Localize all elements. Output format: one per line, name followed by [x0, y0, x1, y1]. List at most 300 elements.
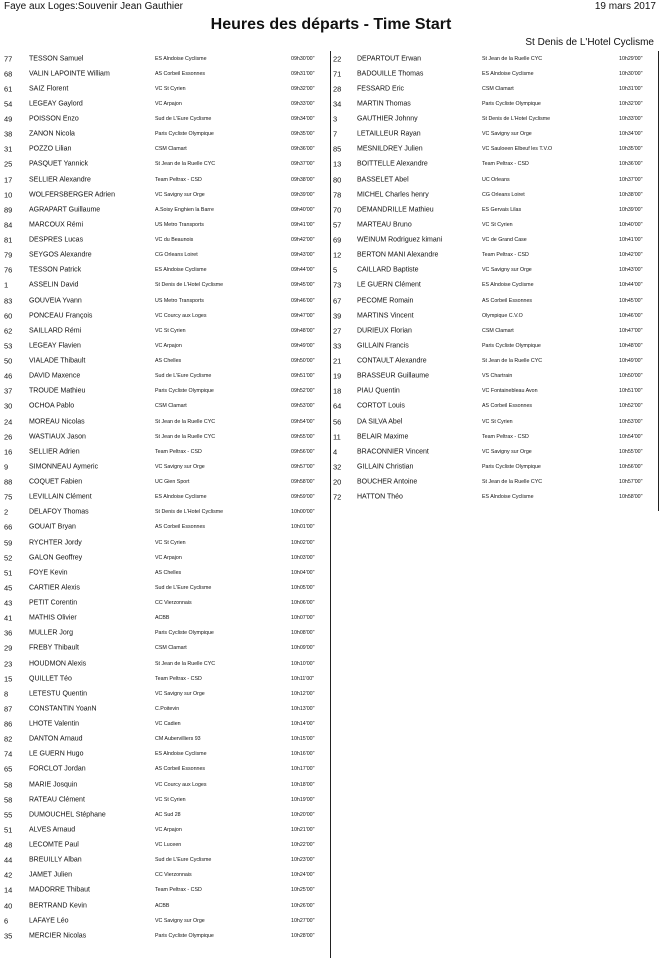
- rider-number: 26: [4, 432, 13, 442]
- rider-name: LEVILLAIN Clément: [29, 493, 92, 501]
- rider-number: 66: [4, 522, 13, 532]
- rider-club: St Jean de la Ruelle CYC: [155, 418, 216, 425]
- rider-name: LECOMTE Paul: [29, 841, 79, 849]
- start-time: 10h42'00": [619, 252, 643, 259]
- start-list-row: [4, 777, 330, 792]
- start-time: 10h24'00": [291, 872, 315, 879]
- rider-name: BERTON MANI Alexandre: [357, 251, 439, 259]
- rider-club: VC Cadien: [155, 721, 181, 728]
- rider-club: St Denis de L'Hotel Cyclisme: [155, 282, 224, 289]
- start-list-row: [4, 157, 330, 172]
- rider-club: VC St Cyrien: [155, 539, 186, 546]
- start-list-row: [333, 202, 658, 217]
- start-list-row: [4, 202, 330, 217]
- rider-name: PIAU Quentin: [357, 387, 400, 395]
- rider-club: CSM Clamart: [155, 403, 187, 410]
- start-time: 10h27'00": [291, 917, 315, 924]
- rider-number: 27: [333, 326, 342, 336]
- rider-number: 17: [4, 175, 13, 185]
- start-list-row: [4, 142, 330, 157]
- rider-club: St Denis de L'Hotel Cyclisme: [155, 509, 224, 516]
- start-list-row: [4, 399, 330, 414]
- rider-number: 56: [333, 417, 342, 427]
- start-time: 10h09'00": [291, 645, 315, 652]
- rider-number: 87: [4, 704, 13, 714]
- rider-number: 12: [333, 250, 342, 260]
- start-time: 09h41'00": [291, 221, 315, 228]
- rider-club: ES Alndoise Cyclisme: [482, 282, 534, 289]
- rider-club: St Jean de la Ruelle CYC: [482, 479, 543, 486]
- start-time: 10h37'00": [619, 176, 643, 183]
- rider-name: BRASSEUR Guillaume: [357, 372, 429, 380]
- start-list-row: [333, 490, 658, 505]
- start-time: 10h30'00": [619, 70, 643, 77]
- start-list-row: [333, 414, 658, 429]
- rider-name: MARCOUX Rémi: [29, 221, 84, 229]
- rider-club: VC de Grand Case: [482, 237, 527, 244]
- start-time: 10h04'00": [291, 569, 315, 576]
- rider-name: JAMET Julien: [29, 871, 73, 879]
- start-time: 09h51'00": [291, 373, 315, 380]
- rider-number: 88: [4, 477, 13, 487]
- start-list-row: [4, 323, 330, 338]
- rider-name: ZANON Nicola: [29, 130, 75, 138]
- start-list-row: [333, 323, 658, 338]
- start-time: 09h55'00": [291, 433, 315, 440]
- start-time: 09h42'00": [291, 237, 315, 244]
- rider-club: VC du Beaunois: [155, 237, 194, 244]
- start-time: 09h38'00": [291, 176, 315, 183]
- start-time: 09h46'00": [291, 297, 315, 304]
- rider-club: Sud de L'Eure Cyclisme: [155, 373, 212, 380]
- start-list-row: [4, 217, 330, 232]
- rider-number: 85: [333, 144, 342, 154]
- rider-club: Sud de L'Eure Cyclisme: [155, 857, 212, 864]
- start-time: 10h12'00": [291, 690, 315, 697]
- start-list-row: [4, 550, 330, 565]
- start-list-row: [4, 838, 330, 853]
- start-list-row: [4, 883, 330, 898]
- rider-number: 37: [4, 386, 13, 396]
- rider-name: LETESTU Quentin: [29, 690, 87, 698]
- start-time: 10h34'00": [619, 131, 643, 138]
- rider-number: 67: [333, 296, 342, 306]
- start-list-row: [333, 399, 658, 414]
- rider-club: VC Savigny sur Orge: [155, 463, 205, 470]
- rider-club: Team Peltrax - CSD: [155, 675, 202, 682]
- rider-club: ES Gervais Lilas: [482, 206, 522, 213]
- rider-number: 48: [4, 840, 13, 850]
- start-list-right-column: [333, 51, 658, 505]
- rider-club: Paris Cycliste Olympique: [155, 630, 214, 637]
- start-time: 10h41'00": [619, 237, 643, 244]
- start-time: 10h48'00": [619, 342, 643, 349]
- rider-number: 7: [333, 129, 338, 139]
- start-time: 10h56'00": [619, 463, 643, 470]
- rider-club: ACBB: [155, 902, 170, 909]
- start-time: 09h39'00": [291, 191, 315, 198]
- rider-number: 89: [4, 205, 13, 215]
- rider-name: GALON Geoffrey: [29, 554, 83, 562]
- start-list-row: [333, 157, 658, 172]
- rider-club: Paris Cycliste Olympique: [482, 463, 541, 470]
- start-list-row: [4, 459, 330, 474]
- rider-name: RATEAU Clément: [29, 796, 85, 804]
- rider-name: ASSELIN David: [29, 281, 79, 289]
- start-list-row: [333, 384, 658, 399]
- start-time: 10h28'00": [291, 932, 315, 939]
- rider-number: 73: [333, 280, 342, 290]
- start-list-row: [333, 81, 658, 96]
- rider-name: RYCHTER Jordy: [29, 539, 82, 547]
- rider-club: VC St Cyrien: [155, 85, 186, 92]
- start-time: 10h16'00": [291, 751, 315, 758]
- start-list-row: [4, 248, 330, 263]
- start-time: 09h56'00": [291, 448, 315, 455]
- rider-club: ES Alndoise Cyclisme: [155, 55, 207, 62]
- start-list-row: [333, 369, 658, 384]
- start-time: 09h50'00": [291, 358, 315, 365]
- rider-name: VALIN LAPOINTE William: [29, 70, 110, 78]
- start-time: 09h45'00": [291, 282, 315, 289]
- event-date: 19 mars 2017: [594, 1, 656, 12]
- rider-number: 75: [4, 492, 13, 502]
- rider-club: VC Arpajon: [155, 826, 182, 833]
- rider-club: Team Peltrax - CSD: [482, 252, 529, 259]
- start-time: 10h51'00": [619, 388, 643, 395]
- start-time: 09h36'00": [291, 146, 315, 153]
- rider-club: US Metro Transports: [155, 221, 204, 228]
- start-list-row: [4, 535, 330, 550]
- start-list-row: [333, 217, 658, 232]
- rider-name: CONSTANTIN YoanN: [29, 705, 97, 713]
- rider-club: VC Arpajon: [155, 342, 182, 349]
- start-list-row: [4, 520, 330, 535]
- rider-club: Team Peltrax - CSD: [482, 433, 529, 440]
- rider-club: CSM Clamart: [482, 85, 514, 92]
- start-time: 09h47'00": [291, 312, 315, 319]
- start-list-row: [4, 81, 330, 96]
- start-time: 10h31'00": [619, 85, 643, 92]
- rider-club: VC Arpajon: [155, 554, 182, 561]
- start-list-row: [333, 172, 658, 187]
- rider-number: 41: [4, 613, 13, 623]
- rider-number: 38: [4, 129, 13, 139]
- rider-number: 39: [333, 311, 342, 321]
- rider-number: 36: [4, 628, 13, 638]
- start-list-row: [4, 732, 330, 747]
- rider-name: GOUVEIA Yvann: [29, 297, 82, 305]
- start-list-row: [4, 51, 330, 66]
- rider-number: 78: [333, 190, 342, 200]
- rider-name: GILLAIN Francis: [357, 342, 409, 350]
- rider-club: ES Alndoise Cyclisme: [155, 751, 207, 758]
- start-list-row: [4, 671, 330, 686]
- rider-club: CSM Clamart: [155, 146, 187, 153]
- start-list-row: [4, 66, 330, 81]
- rider-name: WEINUM Rodriguez kimani: [357, 236, 443, 244]
- rider-club: VC Arpajon: [155, 100, 182, 107]
- rider-club: Sud de L'Eure Cyclisme: [155, 116, 212, 123]
- rider-number: 24: [4, 417, 13, 427]
- start-time: 10h11'00": [291, 675, 315, 682]
- start-time: 10h35'00": [619, 146, 643, 153]
- start-time: 10h02'00": [291, 539, 315, 546]
- rider-club: CC Vierzonnais: [155, 600, 192, 607]
- rider-club: AC Sud 28: [155, 811, 181, 818]
- start-list-row: [4, 475, 330, 490]
- start-list-row: [333, 112, 658, 127]
- start-list-row: [333, 263, 658, 278]
- rider-name: AGRAPART Guillaume: [29, 206, 101, 214]
- rider-number: 59: [4, 538, 13, 548]
- rider-club: Team Peltrax - CSD: [155, 176, 202, 183]
- start-list-row: [333, 96, 658, 111]
- rider-number: 5: [333, 265, 338, 275]
- rider-name: MARTINS Vincent: [357, 312, 414, 320]
- start-list-row: [333, 338, 658, 353]
- rider-number: 49: [4, 114, 13, 124]
- start-time: 10h13'00": [291, 705, 315, 712]
- rider-name: MULLER Jorg: [29, 629, 73, 637]
- rider-number: 6: [4, 916, 9, 926]
- rider-club: AS Chelles: [155, 569, 182, 576]
- rider-club: AS Chelles: [155, 358, 182, 365]
- start-list-row: [333, 127, 658, 142]
- start-time: 10h08'00": [291, 630, 315, 637]
- rider-name: PONCEAU François: [29, 312, 93, 320]
- rider-club: CM Aubervilliers 93: [155, 736, 201, 743]
- start-time: 10h47'00": [619, 327, 643, 334]
- rider-number: 21: [333, 356, 342, 366]
- start-time: 09h57'00": [291, 463, 315, 470]
- rider-number: 82: [4, 734, 13, 744]
- start-list-row: [333, 475, 658, 490]
- rider-name: GILLAIN Christian: [357, 463, 414, 471]
- start-list-row: [4, 596, 330, 611]
- start-list-row: [4, 913, 330, 928]
- rider-number: 45: [4, 583, 13, 593]
- rider-name: HATTON Théo: [357, 493, 403, 501]
- rider-club: VC Courcy aux Loges: [155, 781, 207, 788]
- rider-number: 51: [4, 825, 13, 835]
- rider-club: Team Peltrax - CSD: [155, 448, 202, 455]
- rider-club: UC Gien Sport: [155, 479, 190, 486]
- start-time: 09h43'00": [291, 252, 315, 259]
- rider-name: DAVID Maxence: [29, 372, 81, 380]
- start-list-row: [4, 641, 330, 656]
- rider-number: 77: [4, 54, 13, 64]
- start-time: 10h44'00": [619, 282, 643, 289]
- rider-name: COQUET Fabien: [29, 478, 83, 486]
- rider-name: DELAFOY Thomas: [29, 508, 89, 516]
- start-list-row: [4, 429, 330, 444]
- rider-name: BASSELET Abel: [357, 176, 409, 184]
- start-time: 10h20'00": [291, 811, 315, 818]
- start-time: 09h30'00": [291, 55, 315, 62]
- rider-name: QUILLET Téo: [29, 675, 72, 683]
- rider-club: Paris Cycliste Olympique: [482, 100, 541, 107]
- rider-club: VC Sauloeen Elbeuf les T.V.O: [482, 146, 553, 153]
- rider-club: VC Savigny sur Orge: [482, 131, 532, 138]
- rider-name: LEGEAY Gaylord: [29, 100, 83, 108]
- rider-name: SELLIER Alexandre: [29, 176, 91, 184]
- start-time: 10h45'00": [619, 297, 643, 304]
- start-list-row: [4, 686, 330, 701]
- rider-name: SEYGOS Alexandre: [29, 251, 92, 259]
- rider-number: 15: [4, 674, 13, 684]
- column-divider-right: [658, 51, 659, 511]
- rider-name: CARTIER Alexis: [29, 584, 80, 592]
- rider-number: 11: [333, 432, 341, 442]
- start-time: 10h19'00": [291, 796, 315, 803]
- start-time: 10h29'00": [619, 55, 643, 62]
- start-list-row: [333, 51, 658, 66]
- column-divider-left: [330, 51, 331, 958]
- rider-club: VC St Cyrien: [482, 418, 513, 425]
- start-list-row: [4, 868, 330, 883]
- rider-number: 46: [4, 371, 13, 381]
- rider-name: BOUCHER Antoine: [357, 478, 418, 486]
- start-time: 09h40'00": [291, 206, 315, 213]
- rider-name: CORTOT Louis: [357, 402, 405, 410]
- start-time: 10h06'00": [291, 600, 315, 607]
- rider-name: PETIT Corentin: [29, 599, 78, 607]
- start-list-row: [4, 112, 330, 127]
- rider-number: 20: [333, 477, 342, 487]
- rider-club: St Jean de la Ruelle CYC: [155, 433, 216, 440]
- rider-name: LHOTE Valentin: [29, 720, 80, 728]
- rider-number: 86: [4, 719, 13, 729]
- rider-club: CG Orleans Loiret: [482, 191, 525, 198]
- start-time: 10h55'00": [619, 448, 643, 455]
- rider-club: AS Corbeil Essonnes: [155, 766, 206, 773]
- rider-number: 23: [4, 659, 13, 669]
- start-list-row: [4, 928, 330, 943]
- event-title: Faye aux Loges:Souvenir Jean Gauthier: [4, 1, 183, 12]
- start-time: 10h40'00": [619, 221, 643, 228]
- start-time: 10h32'00": [619, 100, 643, 107]
- rider-club: VC St Cyrien: [155, 796, 186, 803]
- rider-name: MATHIS Olivier: [29, 614, 77, 622]
- start-time: 09h59'00": [291, 494, 315, 501]
- rider-club: Paris Cycliste Olympique: [155, 932, 214, 939]
- rider-number: 22: [333, 54, 342, 64]
- start-list-row: [4, 717, 330, 732]
- rider-name: BERTRAND Kevin: [29, 902, 87, 910]
- rider-name: DA SILVA Abel: [357, 418, 403, 426]
- rider-number: 76: [4, 265, 13, 275]
- start-list-row: [4, 444, 330, 459]
- rider-club: Sud de L'Eure Cyclisme: [155, 584, 212, 591]
- page-title: Heures des départs - Time Start: [210, 16, 452, 33]
- start-time: 09h53'00": [291, 403, 315, 410]
- start-list-row: [333, 66, 658, 81]
- start-list-row: [4, 898, 330, 913]
- start-list-row: [333, 459, 658, 474]
- rider-name: ALVES Arnaud: [29, 826, 76, 834]
- start-list-row: [4, 701, 330, 716]
- rider-name: CAILLARD Baptiste: [357, 266, 419, 274]
- start-list-row: [4, 172, 330, 187]
- start-list-row: [333, 233, 658, 248]
- start-time: 09h49'00": [291, 342, 315, 349]
- start-list-row: [4, 384, 330, 399]
- rider-number: 3: [333, 114, 338, 124]
- rider-number: 60: [4, 311, 13, 321]
- rider-number: 83: [4, 296, 13, 306]
- start-list-row: [4, 263, 330, 278]
- rider-club: St Jean de la Ruelle CYC: [155, 161, 216, 168]
- start-time: 09h33'00": [291, 100, 315, 107]
- rider-number: 35: [4, 931, 13, 941]
- rider-name: MARIE Josquin: [29, 781, 78, 789]
- rider-name: PECOME Romain: [357, 297, 414, 305]
- start-list-left-column: [4, 51, 330, 943]
- start-list-row: [4, 822, 330, 837]
- start-list-row: [4, 414, 330, 429]
- rider-name: MESNILDREY Julien: [357, 145, 423, 153]
- rider-number: 18: [333, 386, 342, 396]
- rider-name: WASTIAUX Jason: [29, 433, 86, 441]
- rider-club: ES Alndoise Cyclisme: [482, 70, 534, 77]
- start-list-row: [333, 429, 658, 444]
- rider-number: 19: [333, 371, 342, 381]
- start-time: 09h35'00": [291, 131, 315, 138]
- start-list-row: [4, 807, 330, 822]
- start-time: 10h39'00": [619, 206, 643, 213]
- start-list-row: [4, 338, 330, 353]
- start-list-row: [4, 565, 330, 580]
- rider-number: 40: [4, 901, 13, 911]
- rider-number: 74: [4, 749, 13, 759]
- rider-number: 65: [4, 764, 13, 774]
- rider-number: 62: [4, 326, 13, 336]
- rider-number: 57: [333, 220, 342, 230]
- start-time: 09h48'00": [291, 327, 315, 334]
- start-time: 09h44'00": [291, 267, 315, 274]
- rider-number: 71: [333, 69, 342, 79]
- rider-number: 8: [4, 689, 9, 699]
- rider-name: DUMOUCHEL Stéphane: [29, 811, 106, 819]
- start-time: 10h53'00": [619, 418, 643, 425]
- rider-number: 1: [4, 280, 9, 290]
- start-list-row: [4, 354, 330, 369]
- start-list-row: [4, 278, 330, 293]
- start-time: 10h03'00": [291, 554, 315, 561]
- rider-club: Team Peltrax - CSD: [482, 161, 529, 168]
- start-time: 10h52'00": [619, 403, 643, 410]
- start-list-row: [333, 354, 658, 369]
- rider-number: 54: [4, 99, 13, 109]
- rider-name: TROUDE Mathieu: [29, 387, 86, 395]
- rider-name: FOYE Kevin: [29, 569, 68, 577]
- rider-name: PASQUET Yannick: [29, 160, 89, 168]
- start-list-row: [333, 293, 658, 308]
- rider-club: VC Savigny sur Orge: [155, 690, 205, 697]
- rider-name: POZZO Lilian: [29, 145, 72, 153]
- rider-name: MERCIER Nicolas: [29, 932, 87, 940]
- start-list-row: [4, 490, 330, 505]
- start-time: 10h05'00": [291, 584, 315, 591]
- rider-name: LETAILLEUR Rayan: [357, 130, 421, 138]
- rider-club: ACBB: [155, 615, 170, 622]
- rider-name: FORCLOT Jordan: [29, 765, 86, 773]
- start-time: 09h58'00": [291, 479, 315, 486]
- start-time: 10h49'00": [619, 358, 643, 365]
- rider-number: 51: [4, 568, 13, 578]
- start-list-row: [4, 505, 330, 520]
